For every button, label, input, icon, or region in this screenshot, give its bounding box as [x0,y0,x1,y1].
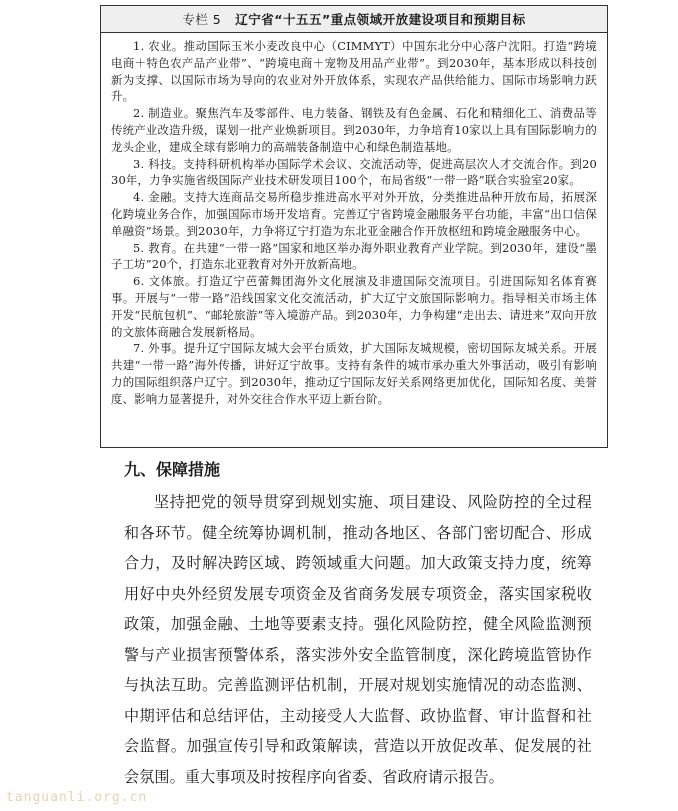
column-label: 专栏 5 [182,12,222,27]
section-paragraph: 坚持把党的领导贯穿到规划实施、项目建设、风险防控的全过程和各环节。健全统筹协调机制，推动各地区、各部门密切配合、形成合力，及时解决跨区域、跨领域重大问题。加大政策支持力度，统筹用好中央外经贸发展专项资金及省商务发展专项资金，落实国家税收政策，加强金融、土地等要素支持。强化风险防控，健全风险监测预警与产业损害预警体系，落实涉外安全监管制度，深化跨境监管协作与执法互助。完善监测评估机制，开展对规划实施情况的动态监测、中期评估和总结评估，主动接受人大监督、政协监督、审计监督和社会监督。加强宣传引导和政策解读，营造以开放促改革、促发展的社会氛围。重大事项及时按程序向省委、省政府请示报告。 [124,493,592,786]
item-foreign-affairs: 7. 外事。提升辽宁国际友城大会平台质效，扩大国际友城规模，密切国际友城关系。开展共建“一带一路”海外传播，讲好辽宁故事。支持有条件的城市承办重大外事活动，吸引有影响力的国际组织落户辽宁。到2030年，推动辽宁国际友好关系网络更加优化，国际知名度、美誉度、影响力显著提升，对外交往合作水平迈上新台阶。 [111,341,597,406]
column-header [101,6,607,33]
item-education: 5. 教育。在共建“一带一路”国家和地区举办海外职业教育产业学院。到2030年，建设“墨子工坊”20个，打造东北亚教育对外开放新高地。 [111,240,597,272]
column-title: 辽宁省“十五五”重点领域开放建设项目和预期目标 [235,12,526,27]
item-technology: 3. 科技。支持科研机构举办国际学术会议、交流活动等，促进高层次人才交流合作。到2030年，力争实施省级国际产业技术研发项目100个，布局省级“一带一路”联合实验室20家。 [111,156,597,188]
column-body [101,33,607,408]
section-heading: 九、保障措施 [124,460,221,479]
item-culture-sports-tourism: 6. 文体旅。打造辽宁芭蕾舞团海外文化展演及非遗国际交流项目。引进国际知名体育赛事。开展与“一带一路”沿线国家文化交流活动，扩大辽宁文旅国际影响力。指导相关市场主体开发“民航包机”、“邮轮旅游”等入境游产品。到2030年，力争构建“走出去、请进来”双向开放的文旅体商融合发展新格局。 [111,274,597,339]
item-agriculture: 1. 农业。推动国际玉米小麦改良中心（CIMMYT）中国东北分中心落户沈阳。打造“跨境电商＋特色农产品产业带”、“跨境电商＋宠物及用品产业带”。到2030年，基本形成以科技创新为支撑、以国际市场为导向的农业对外开放体系，实现农产品供给能力、国际市场影响力跃升。 [111,39,597,104]
item-manufacturing: 2. 制造业。聚焦汽车及零部件、电力装备、钢铁及有色金属、石化和精细化工、消费品等传统产业改造升级，谋划一批产业焕新项目。到2030年，力争培育10家以上具有国际影响力的龙头企业，建成全球有影响力的高端装备制造中心和绿色制造基地。 [111,106,597,154]
watermark-text: tanguanli.org.cn [6,790,148,805]
item-finance: 4. 金融。支持大连商品交易所稳步推进高水平对外开放，分类推进品种开放布局，拓展深化跨境业务合作，加强国际市场开发培育。完善辽宁省跨境金融服务平台功能，丰富“出口信保单融资”场景。到2030年，力争将辽宁打造为东北亚金融合作开放枢纽和跨境金融服务中心。 [111,190,597,238]
special-column-box [100,5,608,448]
